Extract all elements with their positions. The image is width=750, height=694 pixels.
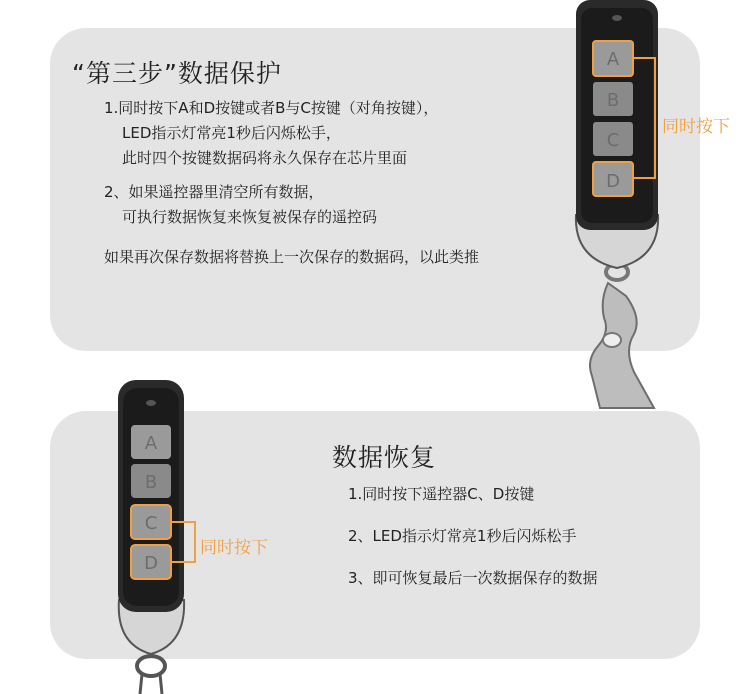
instruction-step-1-line-2: LED指示灯常亮1秒后闪烁松手，	[122, 124, 341, 142]
svg-text:B: B	[144, 472, 158, 493]
svg-text:C: C	[144, 513, 158, 534]
restore-step-2: 2、LED指示灯常亮1秒后闪烁松手	[348, 527, 577, 545]
remote-button-a	[593, 41, 633, 76]
remote-control-image-bottom	[100, 378, 210, 694]
press-simultaneously-label-bottom: 同时按下	[200, 538, 268, 558]
instruction-step-2	[104, 180, 377, 230]
remote-button-c	[131, 505, 171, 539]
instruction-step-1-line-3: 此时四个按键数据码将永久保存在芯片里面	[122, 149, 408, 167]
remote-button-d	[131, 545, 171, 579]
svg-text:B: B	[606, 90, 620, 111]
instruction-note: 如果再次保存数据将替换上一次保存的数据码，以此类推	[104, 248, 480, 266]
data-restore-title: 数据恢复	[332, 443, 437, 472]
remote-button-a	[131, 425, 171, 459]
data-protection-title: “第三步”数据保护	[72, 59, 282, 88]
instruction-step-2-line-2: 可执行数据恢复来恢复被保存的遥控码	[122, 208, 378, 226]
remote-control-image-top	[560, 0, 750, 415]
remote-button-d	[593, 162, 633, 196]
svg-text:D: D	[144, 553, 158, 574]
remote-button-b	[593, 82, 633, 116]
svg-text:C: C	[606, 130, 620, 151]
instruction-step-1	[104, 96, 438, 171]
restore-step-1: 1.同时按下遥控器C、D按键	[348, 485, 535, 503]
svg-text:A: A	[144, 433, 158, 454]
restore-step-3: 3、即可恢复最后一次数据保存的数据	[348, 569, 598, 587]
remote-button-c	[593, 122, 633, 156]
svg-text:D: D	[606, 171, 620, 192]
instruction-step-2-line-1: 2、如果遥控器里清空所有数据，	[104, 183, 324, 201]
svg-text:A: A	[606, 49, 620, 70]
remote-button-b	[131, 464, 171, 498]
instruction-step-1-line-1: 1.同时按下A和D按键或者B与C按键（对角按键），	[104, 99, 439, 117]
press-simultaneously-label-top: 同时按下	[662, 117, 730, 137]
